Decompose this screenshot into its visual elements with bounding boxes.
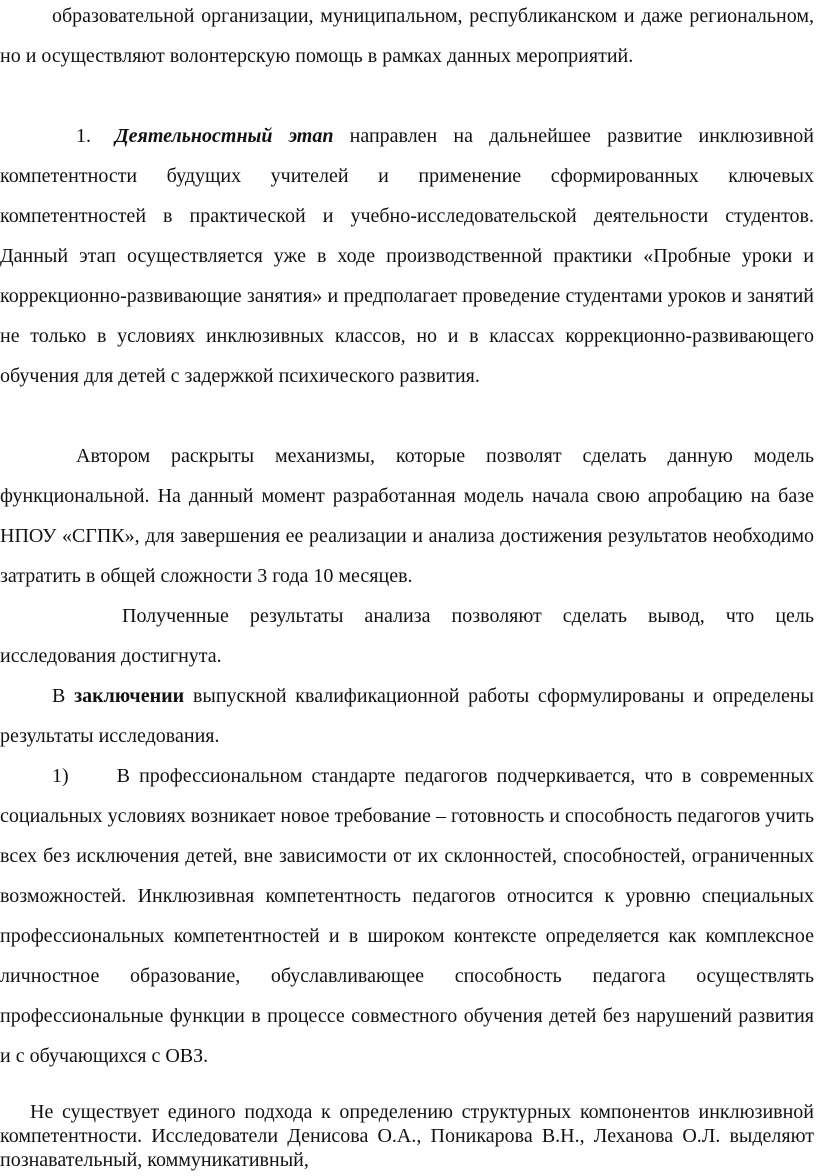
conclusion-text: выпускной квалификационной работы сформулированы и определены результаты исследования. xyxy=(0,685,814,747)
paragraph-activity-stage xyxy=(0,116,814,396)
paragraph-conclusion xyxy=(0,676,814,756)
conclusion-term: заключении xyxy=(74,685,185,707)
paragraph-mechanisms: Автором раскрыты механизмы, которые позволят сделать данную модель функциональной. На данный момент разработанная модель начала свою апробацию на базе НПОУ «СГПК», для завершения ее реализации и анализа достижения результатов необходимо затратить в общей сложности 3 года 10 месяцев. xyxy=(0,445,814,587)
conclusion-lead: В xyxy=(52,685,66,707)
paragraph-standard xyxy=(0,756,814,1076)
paragraph-continuation: образовательной организации, муниципальном, республиканском и даже региональном, но и осуществляют волонтерскую помощь в рамках данных мероприятий. xyxy=(0,5,814,67)
paragraph-results: Полученные результаты анализа позволяют сделать вывод, что цель исследования достигнута. xyxy=(0,605,814,667)
stage-term: Деятельностный этап xyxy=(115,125,334,147)
paragraph-structure: Не существует единого подхода к определению структурных компонентов инклюзивной компетентности. Исследователи Денисова О.А., Поникарова В.Н., Леханова О.Л. выделяют познавательный, коммуникативный, xyxy=(0,1101,814,1171)
standard-text: В профессиональном стандарте педагогов подчеркивается, что в современных социальных условиях возникает новое требование – готовность и способность педагогов учить всех без исключения детей, вне зависимости от их склонностей, способностей, ограниченных возможностей. Инклюзивная компетентность педагогов относится к уровню специальных профессиональных компетентностей и в широком контексте определяется как комплексное личностное образование, обуславливающее способность педагога осуществлять профессиональные функции в процессе совместного обучения детей без нарушений развития и с обучающихся с ОВЗ. xyxy=(0,765,814,1067)
stage-description: направлен на дальнейшее развитие инклюзивной компетентности будущих учителей и применение сформированных ключевых компетентностей в практической и учебно-исследовательской деятельности студентов. Данный этап осуществляется уже в ходе производственной практики «Пробные уроки и коррекционно-развивающие занятия» и предполагает проведение студентами уроков и занятий не только в условиях инклюзивных классов, но и в классах коррекционно-развивающего обучения для детей с задержкой психического развития. xyxy=(0,125,815,387)
list-number: 1) xyxy=(52,765,69,787)
list-number: 1. xyxy=(76,125,91,147)
